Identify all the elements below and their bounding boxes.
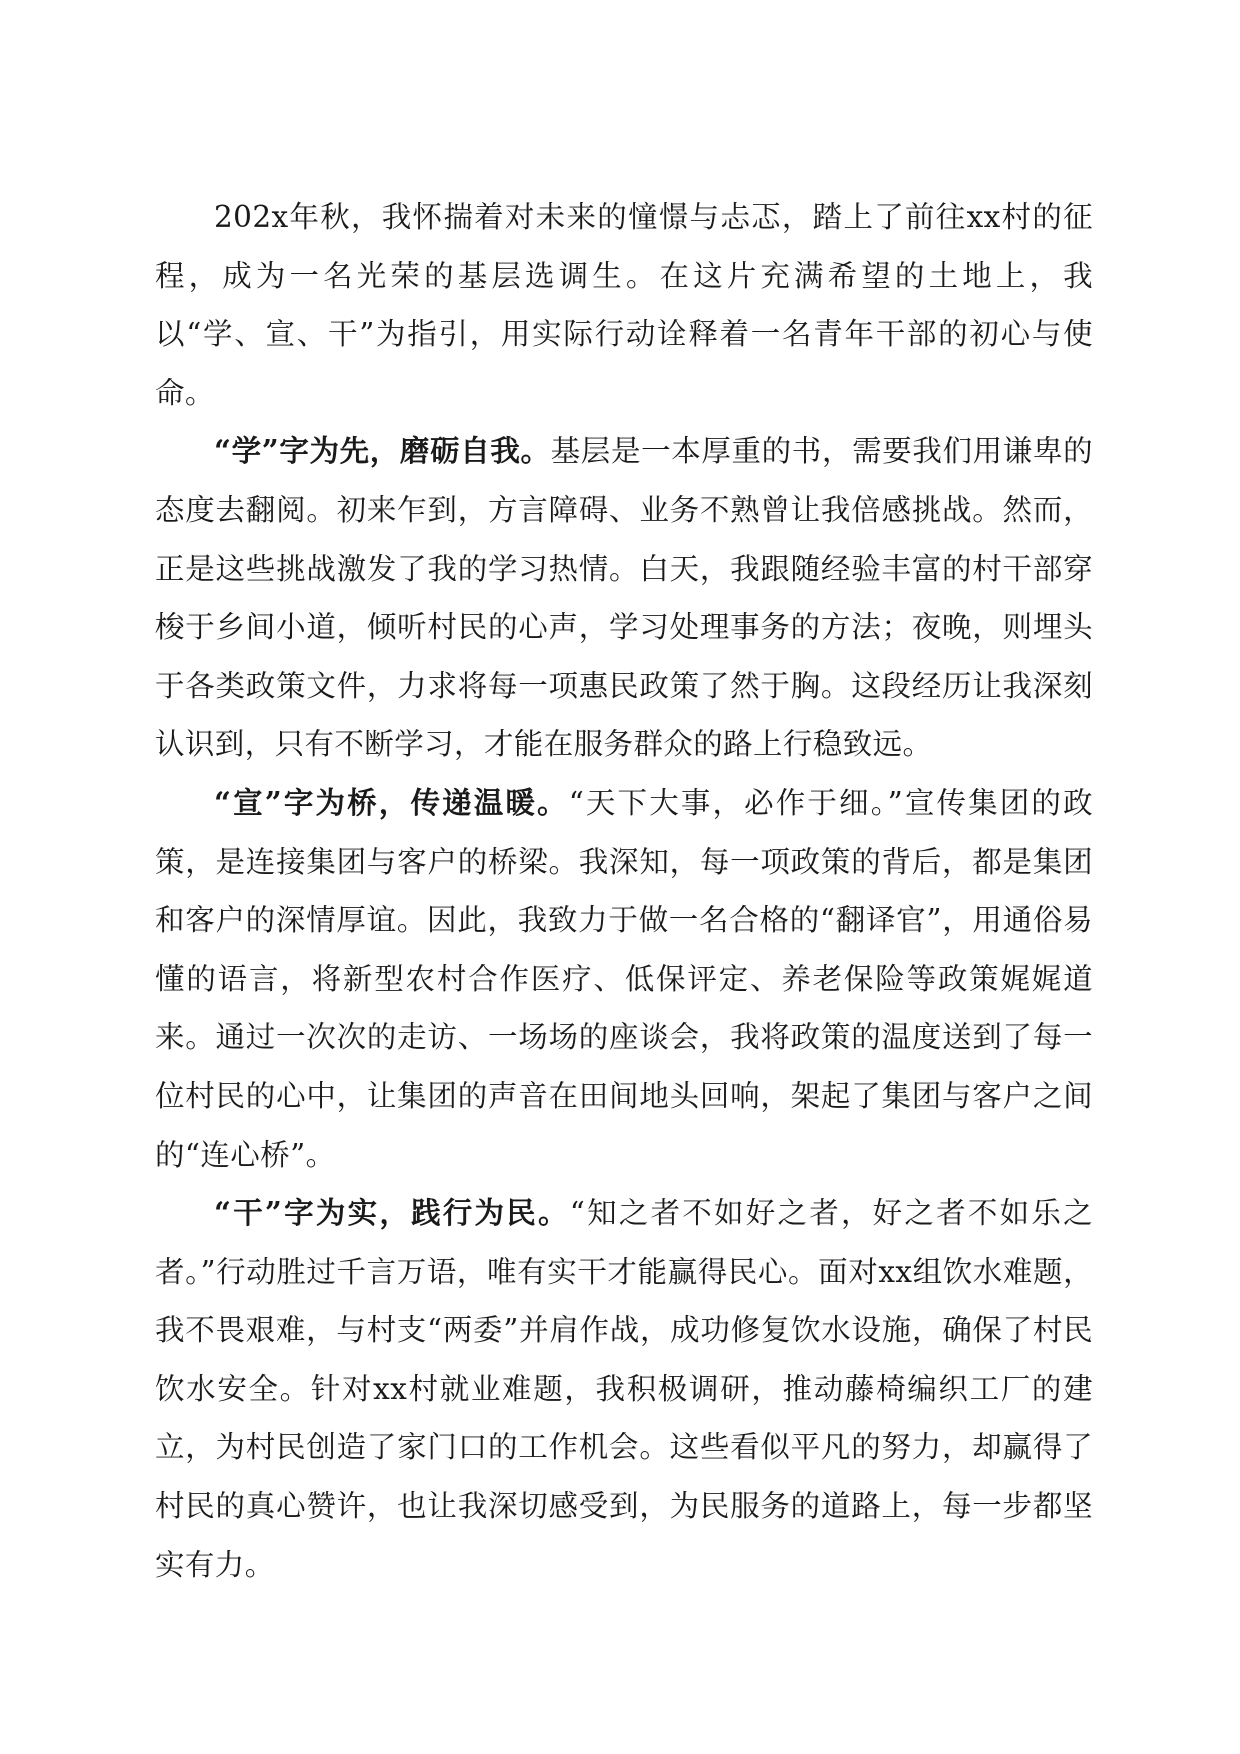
- paragraph-lead: “学”字为先，磨砺自我。: [214, 433, 551, 469]
- paragraph-lead: “宣”字为桥，传递温暖。: [214, 784, 569, 820]
- paragraph-text: 202x年秋，我怀揣着对未来的憧憬与忐忑，踏上了前往xx村的征程，成为一名光荣的基层选调生。在这片充满希望的土地上，我以“学、宣、干”为指引，用实际行动诠释着一名青年干部的初心与使命。: [155, 200, 1093, 410]
- paragraph-lead: “干”字为实，践行为民。: [214, 1195, 570, 1231]
- paragraph-study: [155, 422, 1093, 774]
- paragraph-text: “天下大事，必作于细。”宣传集团的政策，是连接集团与客户的桥梁。我深知，每一项政策的背后，都是集团和客户的深情厚谊。因此，我致力于做一名合格的“翻译官”，用通俗易懂的语言，将新型农村合作医疗、低保评定、养老保险等政策娓娓道来。通过一次次的走访、一场场的座谈会，我将政策的温度送到了每一位村民的心中，让集团的声音在田间地头回响，架起了集团与客户之间的“连心桥”。: [155, 785, 1093, 1172]
- paragraph-text: 基层是一本厚重的书，需要我们用谦卑的态度去翻阅。初来乍到，方言障碍、业务不熟曾让我倍感挑战。然而，正是这些挑战激发了我的学习热情。白天，我跟随经验丰富的村干部穿梭于乡间小道，倾听村民的心声，学习处理事务的方法；夜晚，则埋头于各类政策文件，力求将每一项惠民政策了然于胸。这段经历让我深刻认识到，只有不断学习，才能在服务群众的路上行稳致远。: [155, 434, 1093, 762]
- paragraph-intro: [155, 188, 1093, 422]
- paragraph-act: [155, 1184, 1093, 1594]
- paragraph-publicize: [155, 774, 1093, 1184]
- paragraph-text: “知之者不如好之者，好之者不如乐之者。”行动胜过千言万语，唯有实干才能赢得民心。面对xx组饮水难题，我不畏艰难，与村支“两委”并肩作战，成功修复饮水设施，确保了村民饮水安全。针对xx村就业难题，我积极调研，推动藤椅编织工厂的建立，为村民创造了家门口的工作机会。这些看似平凡的努力，却赢得了村民的真心赞许，也让我深切感受到，为民服务的道路上，每一步都坚实有力。: [155, 1196, 1093, 1582]
- document-body: [155, 188, 1093, 1594]
